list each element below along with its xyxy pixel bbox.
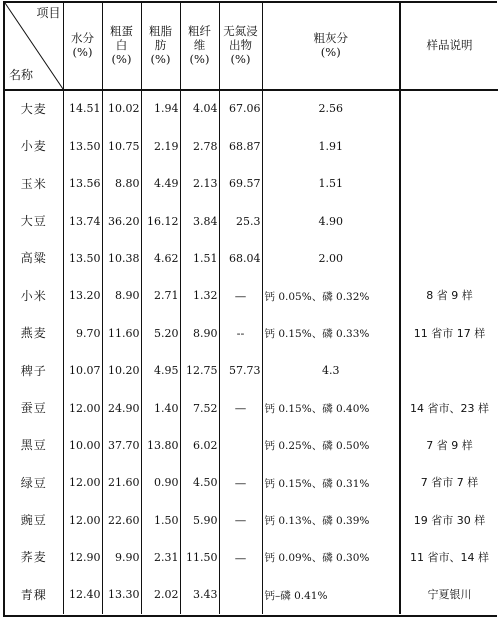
cell-fat: 2.31 [141, 540, 180, 577]
cell-nfe: — [219, 390, 262, 427]
cell-ash: 4.90 [262, 203, 400, 240]
cell-protein: 13.30 [102, 577, 141, 614]
cell-name: 蚕豆 [5, 390, 63, 427]
cell-name: 荞麦 [5, 540, 63, 577]
cell-name: 燕麦 [5, 315, 63, 352]
cell-note [400, 203, 498, 240]
cell-fiber: 6.02 [180, 428, 219, 465]
cell-note [400, 241, 498, 278]
cell-protein: 22.60 [102, 502, 141, 539]
cell-protein: 11.60 [102, 315, 141, 352]
cell-fiber: 12.75 [180, 353, 219, 390]
cell-water: 9.70 [63, 315, 102, 352]
cell-ash: 4.3 [262, 353, 400, 390]
cell-water: 12.00 [63, 502, 102, 539]
cell-nfe: — [219, 502, 262, 539]
cell-protein: 36.20 [102, 203, 141, 240]
cell-fiber: 1.51 [180, 241, 219, 278]
cell-fat: 5.20 [141, 315, 180, 352]
nutrition-table-frame [3, 1, 497, 617]
cell-protein: 10.02 [102, 90, 141, 128]
cell-water: 13.20 [63, 278, 102, 315]
cell-fat: 4.95 [141, 353, 180, 390]
header-ash: 粗灰分 (%) [262, 3, 400, 90]
cell-fat: 4.49 [141, 166, 180, 203]
cell-note: 7 省市 7 样 [420, 476, 479, 490]
table-row [5, 278, 498, 315]
table-row [5, 390, 498, 427]
cell-water: 14.51 [63, 90, 102, 128]
cell-name: 小米 [5, 278, 63, 315]
cell-ash: 钙 0.25%、磷 0.50% [262, 428, 400, 465]
cell-fat: 13.80 [141, 428, 180, 465]
cell-fiber: 4.04 [180, 90, 219, 128]
cell-water: 12.90 [63, 540, 102, 577]
cell-fiber: 5.90 [180, 502, 219, 539]
cell-fiber: 11.50 [180, 540, 219, 577]
table-row [5, 465, 498, 502]
cell-water: 13.50 [63, 241, 102, 278]
cell-note [400, 166, 498, 203]
header-protein: 粗蛋 白 (%) [102, 3, 141, 90]
header-fat: 粗脂 肪 (%) [141, 3, 180, 90]
cell-fiber: 3.43 [180, 577, 219, 614]
cell-ash: 钙 0.09%、磷 0.30% [262, 540, 400, 577]
cell-name: 玉米 [5, 166, 63, 203]
cell-nfe: 67.06 [219, 90, 262, 128]
cell-nfe: 69.57 [219, 166, 262, 203]
cell-protein: 9.90 [102, 540, 141, 577]
cell-ash: 2.56 [262, 90, 400, 128]
cell-protein: 21.60 [102, 465, 141, 502]
cell-water: 12.40 [63, 577, 102, 614]
cell-nfe: 57.73 [219, 353, 262, 390]
cell-name: 青稞 [5, 577, 63, 614]
cell-ash: 钙–磷 0.41% [262, 577, 400, 614]
cell-ash: 钙 0.13%、磷 0.39% [262, 502, 400, 539]
table-row [5, 540, 498, 577]
cell-name: 绿豆 [5, 465, 63, 502]
cell-note: 11 省市 17 样 [413, 326, 486, 340]
cell-protein: 8.80 [102, 166, 141, 203]
cell-note [400, 353, 498, 390]
cell-ash: 钙 0.15%、磷 0.33% [262, 315, 400, 352]
cell-nfe [219, 577, 262, 614]
cell-water: 13.74 [63, 203, 102, 240]
cell-fiber: 4.50 [180, 465, 219, 502]
grain-nutrition-table [5, 3, 498, 614]
cell-note: 宁夏银川 [427, 588, 472, 602]
cell-ash: 2.00 [262, 241, 400, 278]
cell-fat: 1.40 [141, 390, 180, 427]
cell-note [400, 128, 498, 165]
header-nfe: 无氮浸 出物 (%) [219, 3, 262, 90]
cell-protein: 8.90 [102, 278, 141, 315]
cell-protein: 10.38 [102, 241, 141, 278]
cell-fiber: 8.90 [180, 315, 219, 352]
header-fiber: 粗纤 维 (%) [180, 3, 219, 90]
cell-protein: 24.90 [102, 390, 141, 427]
cell-nfe: -- [219, 315, 262, 352]
cell-note: 8 省 9 样 [426, 289, 473, 303]
cell-fiber: 1.32 [180, 278, 219, 315]
cell-note: 14 省市、23 样 [410, 401, 489, 415]
cell-water: 10.07 [63, 353, 102, 390]
cell-ash: 钙 0.15%、磷 0.40% [262, 390, 400, 427]
cell-name: 大豆 [5, 203, 63, 240]
cell-ash: 钙 0.15%、磷 0.31% [262, 465, 400, 502]
table-row [5, 166, 498, 203]
cell-fiber: 3.84 [180, 203, 219, 240]
cell-note [400, 90, 498, 128]
cell-fat: 2.71 [141, 278, 180, 315]
corner-label-name: 名称 [9, 68, 34, 83]
cell-water: 10.00 [63, 428, 102, 465]
cell-nfe: — [219, 540, 262, 577]
cell-fat: 16.12 [141, 203, 180, 240]
cell-name: 豌豆 [5, 502, 63, 539]
cell-fat: 1.50 [141, 502, 180, 539]
cell-nfe [219, 428, 262, 465]
cell-fat: 1.94 [141, 90, 180, 128]
table-row [5, 203, 498, 240]
table-body [5, 90, 498, 614]
cell-water: 12.00 [63, 390, 102, 427]
corner-label-item: 项目 [36, 6, 61, 20]
cell-fat: 0.90 [141, 465, 180, 502]
table-row [5, 502, 498, 539]
cell-water: 12.00 [63, 465, 102, 502]
table-row [5, 577, 498, 614]
cell-ash: 1.51 [262, 166, 400, 203]
cell-fat: 2.02 [141, 577, 180, 614]
cell-protein: 37.70 [102, 428, 141, 465]
table-row [5, 241, 498, 278]
header-water: 水分 (%) [63, 3, 102, 90]
cell-protein: 10.20 [102, 353, 141, 390]
cell-note: 11 省市、14 样 [410, 551, 489, 565]
cell-name: 稗子 [5, 353, 63, 390]
table-row [5, 315, 498, 352]
cell-fiber: 2.13 [180, 166, 219, 203]
cell-nfe: 68.04 [219, 241, 262, 278]
cell-nfe: 68.87 [219, 128, 262, 165]
cell-nfe: 25.3 [219, 203, 262, 240]
table-row [5, 90, 498, 128]
cell-nfe: — [219, 465, 262, 502]
cell-ash: 钙 0.05%、磷 0.32% [262, 278, 400, 315]
cell-fiber: 7.52 [180, 390, 219, 427]
header-note: 样品说明 [400, 3, 498, 90]
cell-name: 小麦 [5, 128, 63, 165]
cell-name: 大麦 [5, 90, 63, 128]
cell-note: 19 省市 30 样 [413, 513, 486, 527]
cell-name: 黑豆 [5, 428, 63, 465]
cell-fat: 2.19 [141, 128, 180, 165]
cell-nfe: — [219, 278, 262, 315]
cell-protein: 10.75 [102, 128, 141, 165]
corner-header-cell [5, 3, 63, 90]
table-row [5, 128, 498, 165]
cell-name: 高粱 [5, 241, 63, 278]
cell-ash: 1.91 [262, 128, 400, 165]
table-row [5, 428, 498, 465]
cell-water: 13.50 [63, 128, 102, 165]
cell-fat: 4.62 [141, 241, 180, 278]
header-row [5, 3, 498, 90]
cell-water: 13.56 [63, 166, 102, 203]
table-row [5, 353, 498, 390]
cell-fiber: 2.78 [180, 128, 219, 165]
cell-note: 7 省 9 样 [426, 438, 473, 452]
